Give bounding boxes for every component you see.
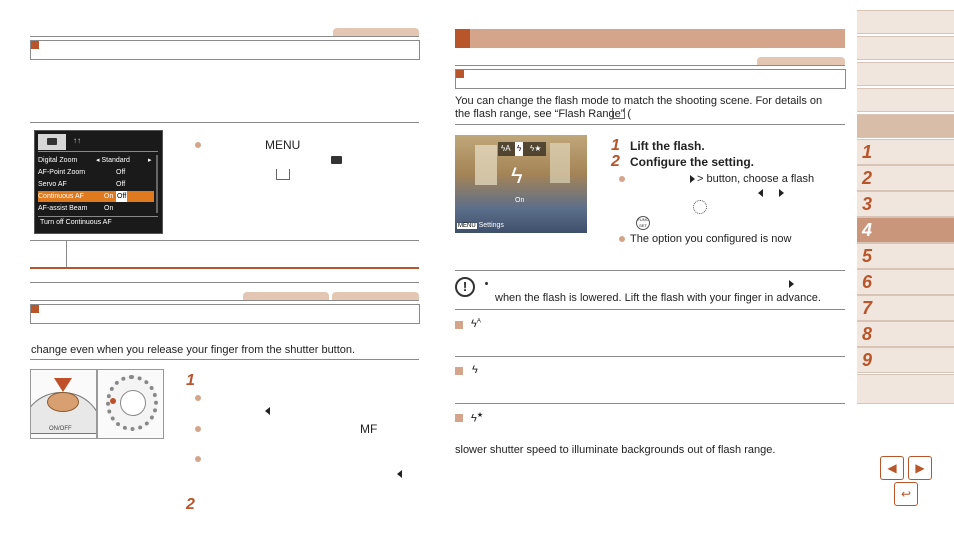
intro-text-line2: the flash range, see “Flash Range” ( xyxy=(455,108,632,120)
next-page-button[interactable]: ▶ xyxy=(908,456,932,480)
flash-slow-sync-icon[interactable]: ϟ★ xyxy=(530,144,542,153)
flash-on-icon[interactable]: ϟ xyxy=(515,142,523,156)
control-dial-icon xyxy=(693,200,707,214)
section-marker xyxy=(31,305,39,313)
divider xyxy=(455,309,845,310)
sidebar-chapter-3[interactable]: 3 xyxy=(857,191,954,217)
flash-on-large-icon: ϟ xyxy=(511,163,523,188)
note-bullet xyxy=(485,282,488,285)
sidebar-chapter-9[interactable]: 9 xyxy=(857,347,954,373)
camera-tab-icon xyxy=(331,156,342,164)
right-arrow-icon xyxy=(690,175,695,183)
shutter-illustration xyxy=(30,369,97,439)
menu-tab-camera xyxy=(38,134,66,150)
right-arrow-icon xyxy=(779,189,784,197)
sidebar-chapter-2[interactable]: 2 xyxy=(857,165,954,191)
header-rule xyxy=(30,300,419,301)
flash-auto-icon[interactable]: ϟA xyxy=(501,144,511,153)
window-light xyxy=(550,143,570,183)
slow-sync-text: slower shutter speed to illuminate backgrounds out of flash range. xyxy=(455,444,776,456)
divider xyxy=(30,122,419,123)
sidebar-chapter-5[interactable]: 5 xyxy=(857,243,954,269)
flash-slow-sync-icon: ϟ★ xyxy=(471,412,484,425)
step-number-2: 2 xyxy=(611,153,620,170)
press-arrow-icon xyxy=(54,378,72,392)
sidebar-item-index[interactable] xyxy=(857,36,954,60)
book-ref-icon xyxy=(612,108,625,119)
bullet2-text: The option you configured is now xyxy=(630,233,792,245)
func-button xyxy=(120,390,146,416)
chapter-title-bar xyxy=(455,29,845,48)
photo-menu-button[interactable]: MENU Settings xyxy=(458,222,504,229)
bullet xyxy=(195,142,201,148)
menu-tab-underline xyxy=(38,151,158,152)
header-tab xyxy=(757,57,845,65)
menu-row-digital-zoom[interactable]: Digital Zoom ◂ Standard ▸ xyxy=(38,157,152,164)
step-number-2: 2 xyxy=(186,496,195,513)
bullet xyxy=(619,176,625,182)
header-tab xyxy=(333,28,419,36)
menu-footer-text: Turn off Continuous AF xyxy=(40,219,112,226)
flash-on-icon: ϟ xyxy=(472,364,478,376)
window-light xyxy=(475,145,497,185)
section2-text: change even when you release your finger from the shutter button. xyxy=(31,344,356,356)
dial-illustration xyxy=(97,369,164,439)
left-arrow-icon xyxy=(397,470,402,478)
mode-marker xyxy=(455,367,463,375)
bullet xyxy=(619,236,625,242)
menu-row-servo-af[interactable]: Servo AF Off xyxy=(38,181,126,188)
menu-scrollbar xyxy=(156,155,158,213)
right-arrow-icon xyxy=(789,280,794,288)
dial-label: ON/OFF xyxy=(49,426,72,432)
menu-row-af-assist-beam[interactable]: AF-assist Beam On xyxy=(38,205,114,212)
caution-icon: ! xyxy=(455,277,475,297)
sidebar-item-advanced-guide[interactable] xyxy=(857,88,954,112)
chapter-marker xyxy=(455,29,470,48)
sidebar-item-chapter-header[interactable] xyxy=(857,114,954,138)
table-rule-top xyxy=(30,240,419,241)
sidebar-item-appendix[interactable] xyxy=(857,374,954,404)
left-press-marker xyxy=(110,398,116,404)
step2-text: Configure the setting. xyxy=(630,155,754,169)
sidebar-chapter-6[interactable]: 6 xyxy=(857,269,954,295)
note-text-line2: when the flash is lowered. Lift the flash with your finger in advance. xyxy=(495,292,821,304)
flash-mode-screenshot xyxy=(455,135,587,233)
section-marker xyxy=(31,41,39,49)
step1-text: Lift the flash. xyxy=(630,139,705,153)
shutter-button xyxy=(47,392,79,412)
menu-footer-rule xyxy=(38,216,158,217)
menu-row-continuous-af[interactable]: Continuous AF On Off xyxy=(38,191,154,202)
divider xyxy=(30,359,419,360)
header-rule xyxy=(455,65,845,66)
section-marker xyxy=(456,70,464,78)
step-number-1: 1 xyxy=(186,372,195,389)
bullet xyxy=(195,395,201,401)
sidebar-chapter-1[interactable]: 1 xyxy=(857,139,954,165)
header-rule xyxy=(30,36,419,37)
table-rule-footer xyxy=(30,282,419,283)
table-column-divider xyxy=(66,241,67,267)
camera-icon xyxy=(47,138,57,145)
menu-row-af-point-zoom[interactable]: AF-Point Zoom Off xyxy=(38,169,126,176)
photo-on-label: On xyxy=(515,197,525,204)
mode-marker xyxy=(455,321,463,329)
section-header-box xyxy=(455,69,846,89)
section-header-box xyxy=(30,304,420,324)
left-arrow-icon xyxy=(265,407,270,415)
back-button[interactable]: ↩ xyxy=(894,482,918,506)
divider xyxy=(455,403,845,404)
flash-mode-selector[interactable] xyxy=(498,142,546,156)
sidebar-item-basic-guide[interactable] xyxy=(857,62,954,86)
bullet1-text: > button, choose a flash xyxy=(697,173,815,185)
header-tab-left xyxy=(243,292,329,300)
left-arrow-icon xyxy=(758,189,763,197)
bullet xyxy=(195,456,201,462)
sidebar-chapter-8[interactable]: 8 xyxy=(857,321,954,347)
step-number-1: 1 xyxy=(611,137,620,154)
table-rule-bottom xyxy=(30,267,419,269)
intro-text-line1: You can change the flash mode to match the shooting scene. For details on xyxy=(455,95,823,107)
mode-marker xyxy=(455,414,463,422)
header-tab-right xyxy=(332,292,419,300)
mf-label: MF xyxy=(360,422,378,436)
func-set-icon: FUNC SET xyxy=(637,217,649,228)
divider xyxy=(455,270,845,271)
camera-menu-screenshot xyxy=(34,130,163,234)
section-header-box xyxy=(30,40,420,60)
sidebar-item-contents[interactable] xyxy=(857,10,954,34)
divider xyxy=(455,356,845,357)
prev-page-button[interactable]: ◀ xyxy=(880,456,904,480)
bullet xyxy=(195,426,201,432)
menu-button-label: MENU xyxy=(265,138,301,152)
menu-tab-tools-icon: ↑↑ xyxy=(73,136,81,145)
flash-auto-icon: $ϟ^A$ xyxy=(471,318,481,330)
sidebar-chapter-4[interactable]: 4 xyxy=(857,217,954,243)
sidebar-chapter-7[interactable]: 7 xyxy=(857,295,954,321)
book-ref-icon xyxy=(276,169,290,180)
divider xyxy=(455,124,845,125)
